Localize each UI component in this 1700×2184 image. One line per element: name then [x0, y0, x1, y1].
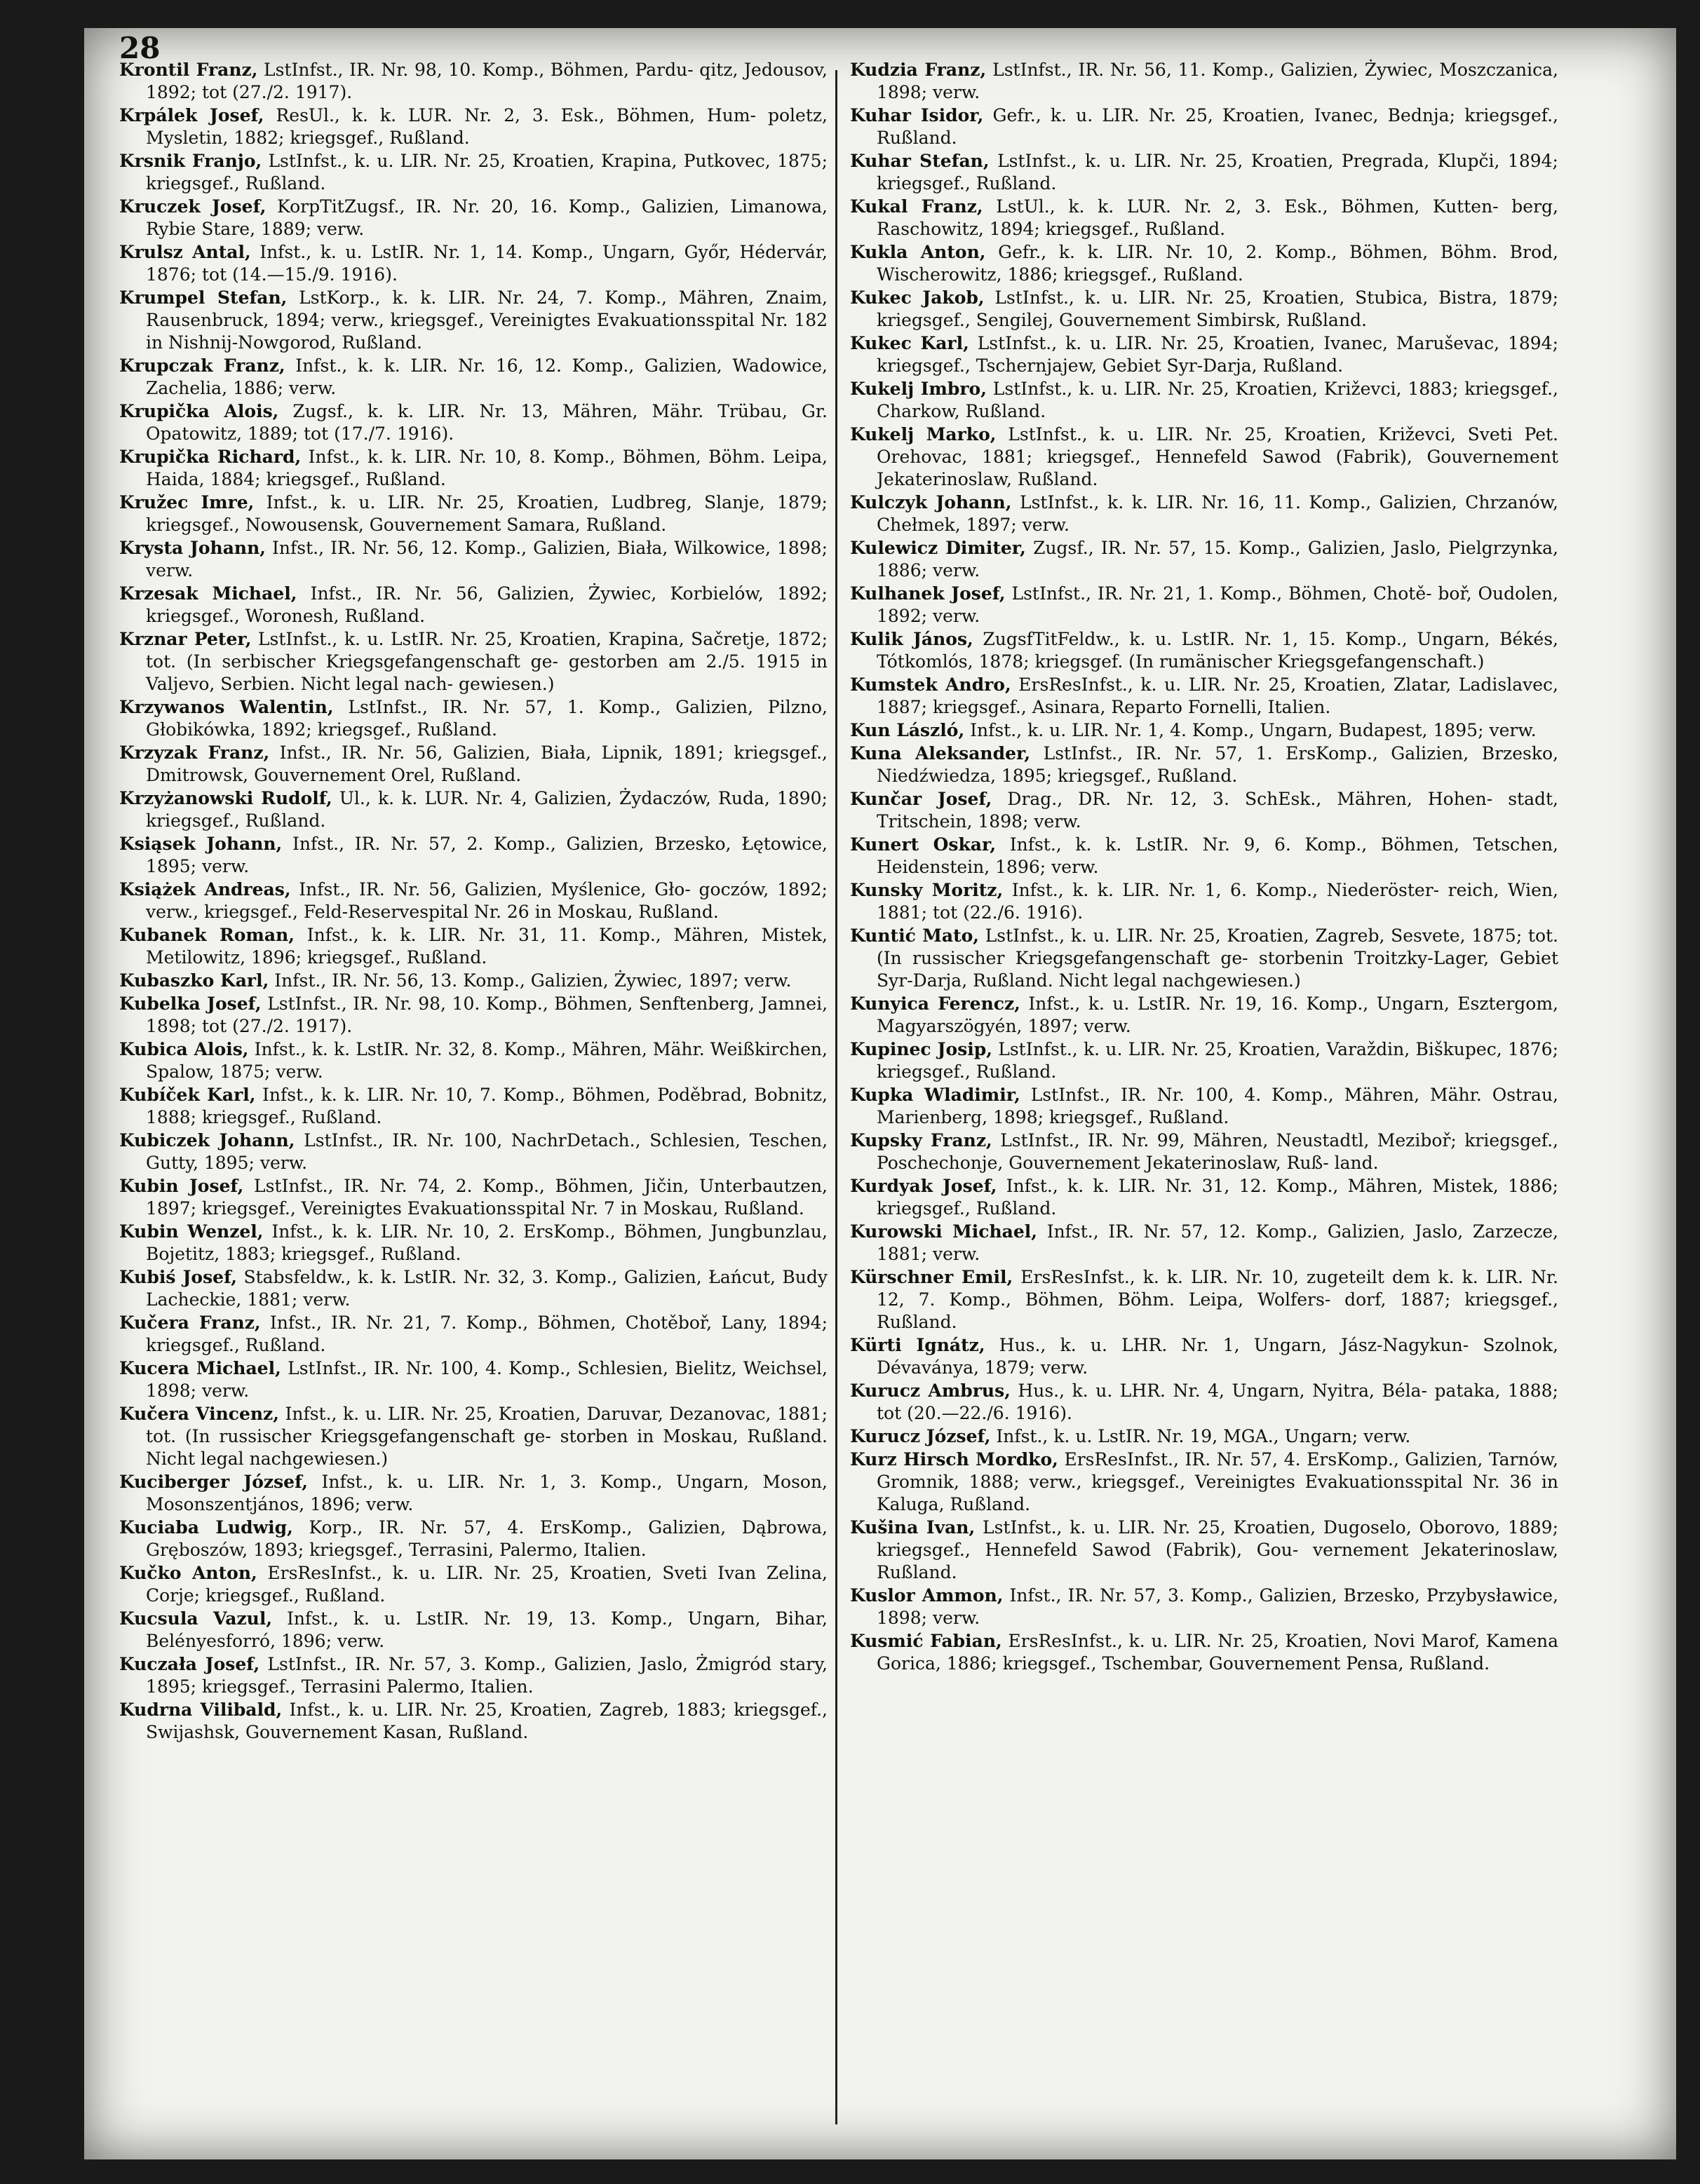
entry-details: Infst., k. k. LIR. Nr. 31, 12. Komp., Mähren, Mistek, 1886; kriegsgef., Rußland.: [877, 1176, 1558, 1219]
entry-details: LstKorp., k. k. LIR. Nr. 24, 7. Komp., Mähren, Znaim, Rausenbruck, 1894; verw., kriegsgef., Vereinigtes Evakuationsspital Nr. 182 in Nishnij-Nowgorod, Rußland.: [146, 287, 828, 353]
entry-name: Krumpel Stefan,: [119, 287, 288, 308]
entry-details: Korp., IR. Nr. 57, 4. ErsKomp., Galizien, Dąbrowa, Gręboszów, 1893; kriegsgef., Terrasini, Palermo, Italien.: [146, 1517, 828, 1560]
list-entry: [119, 241, 828, 286]
entry-name: Kubica Alois,: [119, 1039, 249, 1059]
list-entry: [850, 742, 1558, 787]
entry-details: LstInfst., k. u. LIR. Nr. 25, Kroatien, Zagreb, Sesvete, 1875; tot. (In russischer Kriegsgefangenschaft ge- storbenin Troitzky-Lager, Gebiet Syr-Darja, Rußland. Nicht legal nachgewiesen.): [877, 925, 1558, 991]
list-entry: [119, 1175, 828, 1220]
list-entry: [119, 924, 828, 969]
entry-details: ErsResInfst., k. u. LIR. Nr. 25, Kroatien, Zlatar, Ladislavec, 1887; kriegsgef., Asinara, Reparto Fornelli, Italien.: [877, 674, 1558, 717]
list-entry: [850, 719, 1558, 742]
list-entry: [119, 628, 828, 696]
list-entry: [119, 1221, 828, 1266]
entry-details: Infst., k. k. LIR. Nr. 1, 6. Komp., Niederöster- reich, Wien, 1881; tot (22./6. 1916).: [877, 880, 1558, 923]
entry-details: LstInfst., k. u. LIR. Nr. 25, Kroatien, Krapina, Putkovec, 1875; kriegsgef., Rußland.: [146, 151, 828, 194]
list-entry: [119, 583, 828, 628]
entry-details: LstInfst., IR. Nr. 57, 3. Komp., Galizien, Jaslo, Żmigród stary, 1895; kriegsgef., Terrasini Palermo, Italien.: [146, 1654, 828, 1697]
list-entry: [850, 1221, 1558, 1266]
entry-details: LstInfst., k. u. LIR. Nr. 25, Kroatien, Pregrada, Klupči, 1894; kriegsgef., Rußland.: [877, 151, 1558, 194]
entry-details: Infst., k. u. LIR. Nr. 25, Kroatien, Daruvar, Dezanovac, 1881; tot. (In russischer Kriegsgefangenschaft ge- storben in Moskau, Rußland. Nicht legal nachgewiesen.): [146, 1404, 828, 1469]
entry-name: Kürti Ignátz,: [850, 1335, 985, 1355]
entry-details: Infst., IR. Nr. 56, 13. Komp., Galizien, Żywiec, 1897; verw.: [274, 970, 792, 991]
list-entry: [850, 879, 1558, 924]
entry-details: Infst., k. u. LstIR. Nr. 19, 16. Komp., Ungarn, Esztergom, Magyarszögyén, 1897; verw.: [877, 993, 1558, 1036]
entry-details: Infst., k. k. LstIR. Nr. 9, 6. Komp., Böhmen, Tetschen, Heidenstein, 1896; verw.: [877, 834, 1558, 877]
list-entry: [119, 1562, 828, 1607]
list-entry: [850, 1517, 1558, 1584]
entry-details: LstInfst., IR. Nr. 56, 11. Komp., Galizien, Żywiec, Moszczanica, 1898; verw.: [877, 60, 1558, 102]
entry-name: Krsnik Franjo,: [119, 151, 262, 171]
entry-details: LstInfst., IR. Nr. 21, 1. Komp., Böhmen, Chotě- boř, Oudolen, 1892; verw.: [877, 583, 1558, 626]
entry-details: LstInfst., IR. Nr. 74, 2. Komp., Böhmen, Jičin, Unterbautzen, 1897; kriegsgef., Vereinigtes Evakuationsspital Nr. 7 in Moskau, Rußland.: [146, 1176, 828, 1219]
entry-name: Kürschner Emil,: [850, 1267, 1013, 1287]
entry-details: Zugsf., IR. Nr. 57, 15. Komp., Galizien, Jaslo, Pielgrzynka, 1886; verw.: [877, 538, 1558, 581]
list-entry: [850, 834, 1558, 879]
entry-name: Krzyzak Franz,: [119, 742, 270, 763]
entry-name: Kun László,: [850, 720, 965, 740]
entry-name: Kubaszko Karl,: [119, 970, 269, 991]
entry-details: LstInfst., IR. Nr. 100, NachrDetach., Schlesien, Teschen, Gutty, 1895; verw.: [146, 1130, 828, 1173]
list-entry: [119, 696, 828, 741]
entry-name: Krysta Johann,: [119, 538, 266, 558]
list-entry: [119, 1312, 828, 1357]
entry-name: Kukec Karl,: [850, 333, 969, 353]
entry-name: Kuczała Josef,: [119, 1654, 260, 1674]
list-entry: [850, 993, 1558, 1038]
list-entry: [119, 446, 828, 491]
column-divider: [835, 70, 837, 2124]
list-entry: [850, 925, 1558, 992]
entry-details: LstInfst., k. u. LIR. Nr. 25, Kroatien, Križevci, 1883; kriegsgef., Charkow, Rußland.: [877, 379, 1558, 421]
list-entry: [119, 1357, 828, 1402]
entry-details: LstInfst., k. k. LIR. Nr. 16, 11. Komp., Galizien, Chrzanów, Chełmek, 1897; verw.: [877, 492, 1558, 535]
list-entry: [119, 150, 828, 195]
entry-name: Krupczak Franz,: [119, 355, 285, 376]
list-entry: [850, 1266, 1558, 1334]
entry-details: LstInfst., k. u. LIR. Nr. 25, Kroatien, Stubica, Bistra, 1879; kriegsgef., Sengilej, Gouvernement Simbirsk, Rußland.: [877, 287, 1558, 330]
entry-details: LstInfst., IR. Nr. 100, 4. Komp., Mähren, Mähr. Ostrau, Marienberg, 1898; kriegsgef., Rußland.: [877, 1085, 1558, 1127]
list-entry: [850, 1038, 1558, 1083]
list-entry: [850, 1334, 1558, 1379]
entry-details: Infst., k. u. LstIR. Nr. 19, 13. Komp., Ungarn, Bihar, Belényesforró, 1896; verw.: [146, 1608, 828, 1651]
entry-name: Krzywanos Walentin,: [119, 697, 334, 717]
entry-details: ErsResInfst., IR. Nr. 57, 4. ErsKomp., Galizien, Tarnów, Gromnik, 1888; verw., kriegsgef., Vereinigtes Evakuationsspital Nr. 36 in Kaluga, Rußland.: [877, 1449, 1558, 1514]
entry-details: Infst., k. k. LIR. Nr. 10, 7. Komp., Böhmen, Poděbrad, Bobnitz, 1888; kriegsgef., Rußland.: [146, 1085, 828, 1127]
entry-details: KorpTitZugsf., IR. Nr. 20, 16. Komp., Galizien, Limanowa, Rybie Stare, 1889; verw.: [146, 196, 828, 239]
entry-details: ErsResInfst., k. u. LIR. Nr. 25, Kroatien, Novi Marof, Kamena Gorica, 1886; kriegsgef., Tschembar, Gouvernement Pensa, Rußland.: [877, 1631, 1558, 1674]
list-entry: [119, 1608, 828, 1653]
list-entry: [850, 1425, 1558, 1448]
entry-details: Infst., IR. Nr. 57, 2. Komp., Galizien, Brzesko, Łętowice, 1895; verw.: [146, 834, 828, 876]
list-entry: [119, 104, 828, 149]
entry-name: Kučera Franz,: [119, 1313, 261, 1333]
list-entry: [850, 423, 1558, 491]
entry-details: LstUl., k. k. LUR. Nr. 2, 3. Esk., Böhmen, Kutten- berg, Raschowitz, 1894; kriegsgef., Rußland.: [877, 196, 1558, 239]
entry-details: Infst., k. k. LIR. Nr. 10, 8. Komp., Böhmen, Böhm. Leipa, Haida, 1884; kriegsgef., Rußland.: [146, 447, 828, 489]
list-entry: [850, 1585, 1558, 1629]
list-entry: [119, 1699, 828, 1744]
entry-details: ErsResInfst., k. k. LIR. Nr. 10, zugeteilt dem k. k. LIR. Nr. 12, 7. Komp., Böhmen, Böhm. Leipa, Wolfers- dorf, 1887; kriegsgef., Rußland.: [877, 1267, 1558, 1332]
entry-name: Kruczek Josef,: [119, 196, 267, 217]
entry-name: Książek Andreas,: [119, 879, 291, 900]
entry-details: LstInfst., IR. Nr. 57, 1. Komp., Galizien, Pilzno, Głobikówka, 1892; kriegsgef., Rußland.: [146, 697, 828, 740]
list-entry: [850, 1084, 1558, 1129]
entry-name: Kukla Anton,: [850, 242, 986, 262]
list-entry: [850, 287, 1558, 332]
entry-details: ResUl., k. k. LUR. Nr. 2, 3. Esk., Böhmen, Hum- poletz, Mysletin, 1882; kriegsgef., Rußland.: [146, 105, 828, 148]
list-entry: [119, 537, 828, 582]
entry-name: Kudzia Franz,: [850, 60, 987, 80]
entry-name: Kukelj Imbro,: [850, 379, 987, 399]
entry-details: LstInfst., k. u. LIR. Nr. 25, Kroatien, Križevci, Sveti Pet. Orehovac, 1881; kriegsgef., Hennefeld Sawod (Fabrik), Gouvernement Jekaterinoslaw, Rußland.: [877, 424, 1558, 489]
entry-details: Infst., k. u. LIR. Nr. 1, 4. Komp., Ungarn, Budapest, 1895; verw.: [970, 720, 1537, 740]
entry-details: LstInfst., IR. Nr. 98, 10. Komp., Böhmen, Pardu- qitz, Jedousov, 1892; tot (27./2. 1917).: [146, 60, 828, 102]
list-entry: [850, 59, 1558, 104]
entry-name: Krontil Franz,: [119, 60, 258, 80]
list-entry: [119, 355, 828, 400]
entry-name: Kubiś Josef,: [119, 1267, 237, 1287]
list-entry: [850, 1380, 1558, 1425]
entry-details: Infst., IR. Nr. 56, Galizien, Myślenice, Gło- goczów, 1892; verw., kriegsgef., Feld-Reservespital Nr. 26 in Moskau, Rußland.: [146, 879, 828, 922]
entry-details: Infst., IR. Nr. 56, 12. Komp., Galizien, Biała, Wilkowice, 1898; verw.: [146, 538, 828, 581]
entry-name: Kukal Franz,: [850, 196, 983, 217]
list-entry: [850, 583, 1558, 628]
entry-name: Kunert Oskar,: [850, 834, 997, 855]
list-entry: [119, 196, 828, 240]
entry-details: Zugsf., k. k. LIR. Nr. 13, Mähren, Mähr. Trübau, Gr. Opatowitz, 1889; tot (17./7. 1916).: [146, 401, 828, 444]
left-column: [119, 59, 828, 2134]
entry-name: Kuciaba Ludwig,: [119, 1517, 293, 1538]
entry-details: Stabsfeldw., k. k. LstIR. Nr. 32, 3. Komp., Galizien, Łańcut, Budy Lacheckie, 1881; verw.: [146, 1267, 828, 1310]
entry-name: Kupsky Franz,: [850, 1130, 992, 1151]
list-entry: [850, 788, 1558, 833]
list-entry: [119, 287, 828, 354]
entry-name: Kucera Michael,: [119, 1358, 281, 1378]
entry-name: Kubin Josef,: [119, 1176, 244, 1196]
list-entry: [119, 400, 828, 445]
entry-name: Krupička Richard,: [119, 447, 302, 467]
entry-name: Kušina Ivan,: [850, 1517, 976, 1538]
list-entry: [850, 674, 1558, 719]
entry-details: Infst., IR. Nr. 56, Galizien, Żywiec, Korbielów, 1892; kriegsgef., Woronesh, Rußland.: [146, 583, 828, 626]
entry-name: Kučko Anton,: [119, 1563, 257, 1583]
entry-name: Kukec Jakob,: [850, 287, 985, 308]
entry-name: Kunčar Josef,: [850, 789, 992, 809]
document-page: [84, 28, 1676, 2159]
entry-details: LstInfst., k. u. LIR. Nr. 25, Kroatien, Ivanec, Maruševac, 1894; kriegsgef., Tschernjajew, Gebiet Syr-Darja, Rußland.: [877, 333, 1558, 376]
entry-name: Kurdyak Josef,: [850, 1176, 997, 1196]
entry-details: LstInfst., IR. Nr. 100, 4. Komp., Schlesien, Bielitz, Weichsel, 1898; verw.: [146, 1358, 828, 1401]
entry-name: Kuna Aleksander,: [850, 743, 1031, 764]
entry-details: Gefr., k. k. LIR. Nr. 10, 2. Komp., Böhmen, Böhm. Brod, Wischerowitz, 1886; kriegsgef., Rußland.: [877, 242, 1558, 285]
list-entry: [850, 1630, 1558, 1675]
entry-details: ErsResInfst., k. u. LIR. Nr. 25, Kroatien, Sveti Ivan Zelina, Corje; kriegsgef., Rußland.: [146, 1563, 828, 1606]
list-entry: [850, 1449, 1558, 1516]
entry-details: Hus., k. u. LHR. Nr. 1, Ungarn, Jász-Nagykun- Szolnok, Dévaványa, 1879; verw.: [877, 1335, 1558, 1378]
list-entry: [119, 1084, 828, 1129]
entry-details: Infst., IR. Nr. 56, Galizien, Biała, Lipnik, 1891; kriegsgef., Dmitrowsk, Gouvernement Orel, Rußland.: [146, 742, 828, 785]
entry-details: Ul., k. k. LUR. Nr. 4, Galizien, Żydaczów, Ruda, 1890; kriegsgef., Rußland.: [146, 788, 828, 831]
entry-name: Krpálek Josef,: [119, 105, 264, 126]
list-entry: [119, 993, 828, 1038]
entry-details: ZugsfTitFeldw., k. u. LstIR. Nr. 1, 15. Komp., Ungarn, Békés, Tótkomlós, 1878; kriegsgef. (In rumänischer Kriegsgefangenschaft.): [877, 629, 1558, 672]
entry-details: Infst., k. u. LIR. Nr. 25, Kroatien, Ludbreg, Slanje, 1879; kriegsgef., Nowousensk, Gouvernement Samara, Rußland.: [146, 492, 828, 535]
list-entry: [119, 491, 828, 536]
list-entry: [119, 1653, 828, 1698]
entry-details: Infst., k. k. LstIR. Nr. 32, 8. Komp., Mähren, Mähr. Weißkirchen, Spalow, 1875; verw.: [146, 1039, 828, 1082]
entry-name: Kurucz József,: [850, 1426, 991, 1446]
entry-name: Krzesak Michael,: [119, 583, 297, 604]
entry-name: Kuciberger József,: [119, 1472, 308, 1492]
list-entry: [850, 150, 1558, 195]
entry-details: Infst., IR. Nr. 57, 12. Komp., Galizien, Jaslo, Zarzecze, 1881; verw.: [877, 1221, 1558, 1264]
entry-name: Kuntić Mato,: [850, 925, 980, 946]
entry-details: LstInfst., k. u. LIR. Nr. 25, Kroatien, Dugoselo, Oborovo, 1889; kriegsgef., Hennefeld Sawod (Fabrik), Gou- vernement Jekaterinoslaw, Rußland.: [877, 1517, 1558, 1582]
entry-name: Kumstek Andro,: [850, 674, 1011, 695]
entry-details: Infst., k. k. LIR. Nr. 16, 12. Komp., Galizien, Wadowice, Zachelia, 1886; verw.: [146, 355, 828, 398]
entry-details: LstInfst., IR. Nr. 57, 1. ErsKomp., Galizien, Brzesko, Niedźwiedza, 1895; kriegsgef., Rußland.: [877, 743, 1558, 786]
entry-name: Kulhanek Josef,: [850, 583, 1006, 604]
page-number: 28: [119, 31, 161, 65]
entry-name: Kubin Wenzel,: [119, 1221, 264, 1242]
list-entry: [850, 332, 1558, 377]
list-entry: [119, 1038, 828, 1083]
entry-details: Infst., IR. Nr. 57, 3. Komp., Galizien, Brzesko, Przybysławice, 1898; verw.: [877, 1585, 1558, 1628]
entry-name: Kurowski Michael,: [850, 1221, 1037, 1242]
entry-details: Infst., IR. Nr. 21, 7. Komp., Böhmen, Chotěboř, Lany, 1894; kriegsgef., Rußland.: [146, 1313, 828, 1355]
list-entry: [850, 378, 1558, 423]
entry-name: Kuhar Isidor,: [850, 105, 984, 126]
entry-name: Kunyica Ferencz,: [850, 993, 1020, 1014]
entry-details: LstInfst., IR. Nr. 99, Mähren, Neustadtl, Meziboř; kriegsgef., Poschechonje, Gouvernement Jekaterinoslaw, Ruß- land.: [877, 1130, 1558, 1173]
entry-name: Kupinec Josip,: [850, 1039, 992, 1059]
list-entry: [119, 970, 828, 992]
entry-details: Drag., DR. Nr. 12, 3. SchEsk., Mähren, Hohen- stadt, Tritschein, 1898; verw.: [877, 789, 1558, 832]
entry-name: Krupička Alois,: [119, 401, 279, 421]
list-entry: [119, 1403, 828, 1470]
list-entry: [850, 1130, 1558, 1174]
list-entry: [119, 742, 828, 787]
entry-details: Infst., k. k. LIR. Nr. 31, 11. Komp., Mähren, Mistek, Metilowitz, 1896; kriegsgef., Rußland.: [146, 925, 828, 968]
list-entry: [119, 1471, 828, 1516]
entry-name: Ksiąsek Johann,: [119, 834, 283, 854]
entry-name: Kubíček Karl,: [119, 1085, 256, 1105]
entry-details: LstInfst., k. u. LIR. Nr. 25, Kroatien, Varaždin, Biškupec, 1876; kriegsgef., Rußland.: [877, 1039, 1558, 1082]
list-entry: [850, 104, 1558, 149]
entry-name: Kuslor Ammon,: [850, 1585, 1004, 1606]
list-entry: [119, 787, 828, 832]
entry-name: Kudrna Vilibald,: [119, 1700, 283, 1720]
entry-name: Kuhar Stefan,: [850, 151, 990, 171]
entry-details: Infst., k. u. LstIR. Nr. 19, MGA., Ungarn; verw.: [996, 1426, 1411, 1446]
list-entry: [850, 241, 1558, 286]
entry-details: Infst., k. k. LIR. Nr. 10, 2. ErsKomp., Böhmen, Jungbunzlau, Bojetitz, 1883; kriegsgef., Rußland.: [146, 1221, 828, 1264]
entry-name: Kružec Imre,: [119, 492, 255, 513]
entry-details: LstInfst., IR. Nr. 98, 10. Komp., Böhmen, Senftenberg, Jamnei, 1898; tot (27./2. 1917).: [146, 993, 828, 1036]
list-entry: [119, 879, 828, 923]
entry-name: Kubanek Roman,: [119, 925, 295, 945]
entry-name: Krznar Peter,: [119, 629, 252, 649]
list-entry: [119, 59, 828, 104]
entry-name: Kubelka Josef,: [119, 993, 262, 1014]
list-entry: [850, 196, 1558, 240]
entry-name: Kurucz Ambrus,: [850, 1381, 1011, 1401]
list-entry: [850, 491, 1558, 536]
list-entry: [850, 1175, 1558, 1220]
entry-details: Gefr., k. u. LIR. Nr. 25, Kroatien, Ivanec, Bednja; kriegsgef., Rußland.: [877, 105, 1558, 148]
entry-details: Infst., k. u. LIR. Nr. 1, 3. Komp., Ungarn, Moson, Mosonszentjános, 1896; verw.: [146, 1472, 828, 1514]
entry-name: Kulewicz Dimiter,: [850, 538, 1026, 558]
list-entry: [850, 628, 1558, 673]
entry-details: Infst., k. u. LIR. Nr. 25, Kroatien, Zagreb, 1883; kriegsgef., Swijashsk, Gouvernement Kasan, Rußland.: [146, 1700, 828, 1742]
list-entry: [119, 1130, 828, 1174]
entry-name: Kučera Vincenz,: [119, 1404, 279, 1424]
entry-details: Infst., k. u. LstIR. Nr. 1, 14. Komp., Ungarn, Győr, Hédervár, 1876; tot (14.—15./9. 1916).: [146, 242, 828, 285]
list-entry: [850, 537, 1558, 582]
list-entry: [119, 1517, 828, 1561]
entry-name: Krzyżanowski Rudolf,: [119, 788, 332, 808]
entry-name: Kulik János,: [850, 629, 973, 649]
entry-name: Kurz Hirsch Mordko,: [850, 1449, 1058, 1470]
entry-name: Kunsky Moritz,: [850, 880, 1004, 900]
list-entry: [119, 1266, 828, 1311]
right-column: [850, 59, 1558, 2134]
entry-details: LstInfst., k. u. LstIR. Nr. 25, Kroatien, Krapina, Sačretje, 1872; tot. (In serbischer Kriegsgefangenschaft ge- gestorben am 2./5. 1915 in Valjevo, Serbien. Nicht legal nach- gewiesen.): [146, 629, 828, 694]
entry-name: Kulczyk Johann,: [850, 492, 1012, 513]
entry-name: Kucsula Vazul,: [119, 1608, 273, 1629]
entry-details: Hus., k. u. LHR. Nr. 4, Ungarn, Nyitra, Béla- pataka, 1888; tot (20.—22./6. 1916).: [877, 1381, 1558, 1423]
entry-name: Kukelj Marko,: [850, 424, 997, 445]
entry-name: Krulsz Antal,: [119, 242, 251, 262]
entry-name: Kusmić Fabian,: [850, 1631, 1002, 1651]
list-entry: [119, 833, 828, 878]
entry-name: Kubiczek Johann,: [119, 1130, 295, 1151]
entry-name: Kupka Wladimir,: [850, 1085, 1020, 1105]
